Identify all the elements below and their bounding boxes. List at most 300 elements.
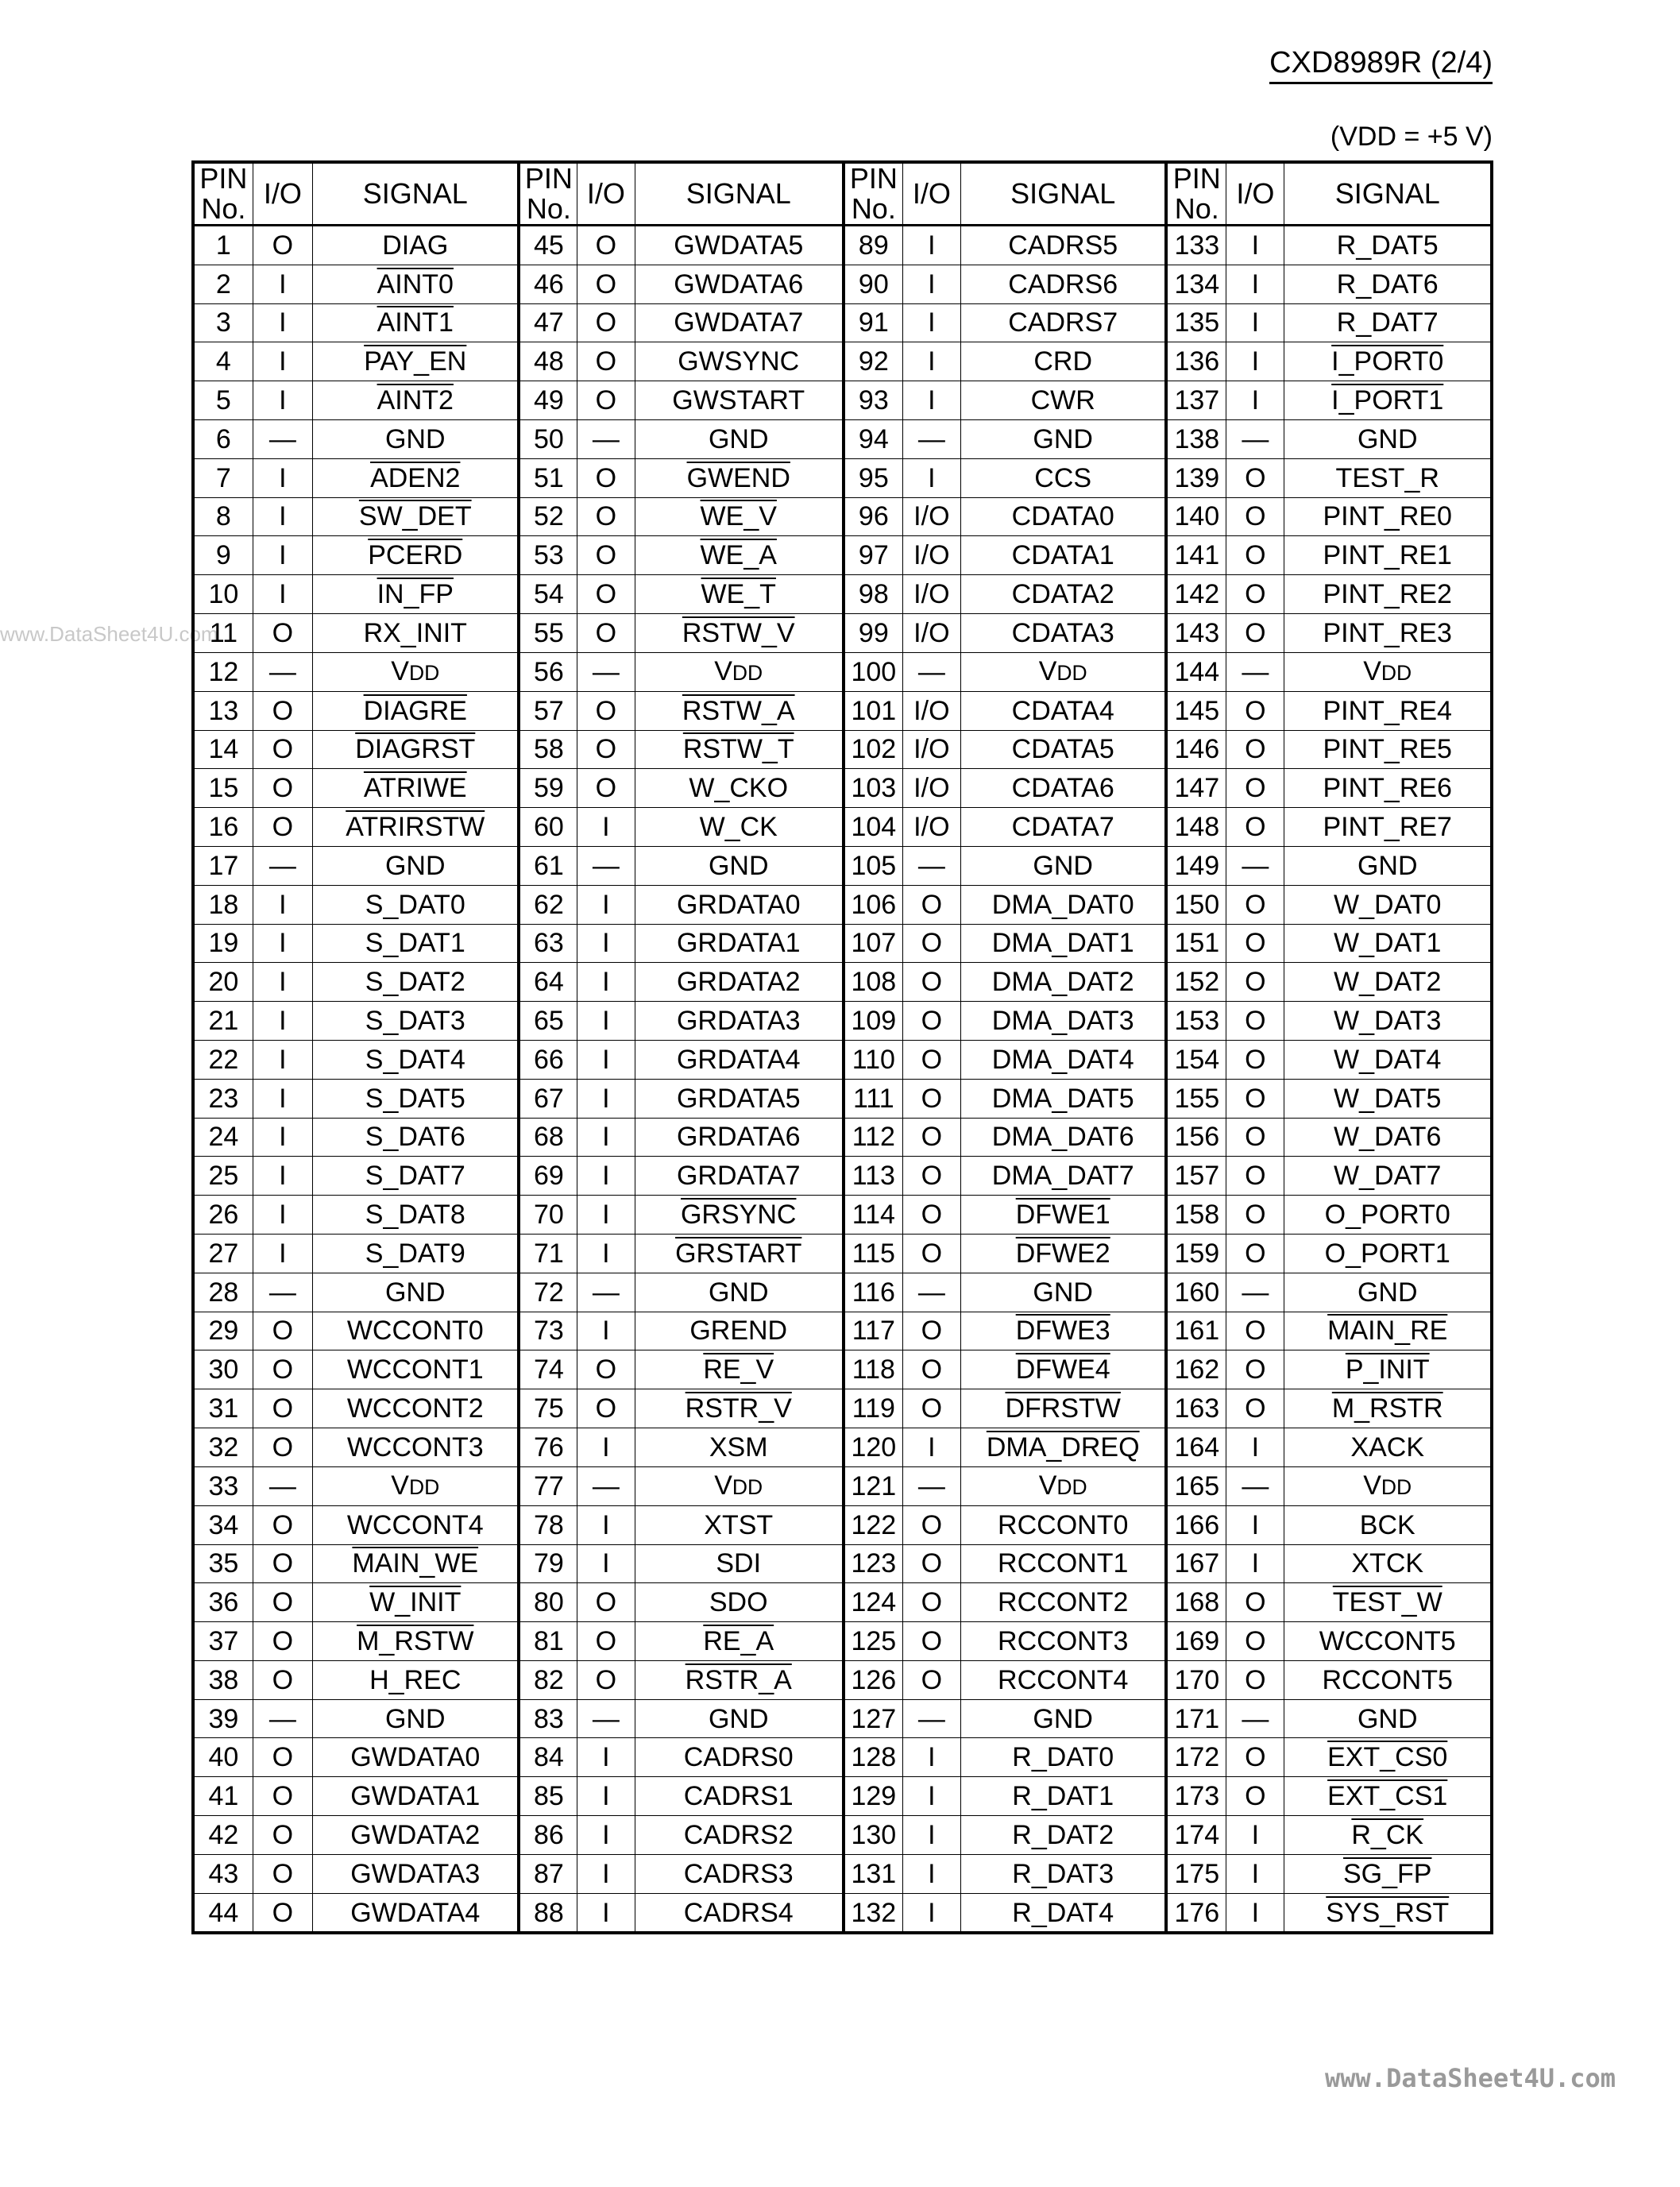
- io-direction: I: [253, 265, 312, 303]
- io-direction: I: [577, 1544, 635, 1583]
- signal-name: DIAGRST: [313, 730, 519, 769]
- pin-no-header: PIN No.: [519, 162, 577, 226]
- signal-name: VDD: [1284, 652, 1492, 691]
- table-row: [193, 613, 1492, 652]
- pin-number: 64: [519, 963, 577, 1002]
- signal-name: SG_FP: [1284, 1854, 1492, 1893]
- signal-name: DFWE3: [960, 1312, 1166, 1350]
- io-direction: —: [253, 652, 312, 691]
- signal-name: GRSYNC: [635, 1196, 844, 1235]
- io-direction: I/O: [902, 730, 960, 769]
- signal-name: W_DAT1: [1284, 924, 1492, 963]
- io-direction: O: [1226, 497, 1284, 536]
- pin-number: 87: [519, 1854, 577, 1893]
- signal-header: SIGNAL: [1284, 162, 1492, 226]
- io-direction: —: [253, 419, 312, 458]
- io-direction: O: [1226, 1234, 1284, 1273]
- pin-number: 55: [519, 613, 577, 652]
- signal-name: M_RSTW: [313, 1622, 519, 1661]
- io-direction: I: [577, 1505, 635, 1544]
- io-direction: O: [1226, 458, 1284, 497]
- signal-name: PAY_EN: [313, 342, 519, 381]
- pin-number: 16: [193, 808, 253, 847]
- signal-name: CDATA5: [960, 730, 1166, 769]
- signal-name: PINT_RE5: [1284, 730, 1492, 769]
- signal-name: XACK: [1284, 1428, 1492, 1466]
- signal-name: GRDATA1: [635, 924, 844, 963]
- pin-number: 74: [519, 1350, 577, 1389]
- pin-number: 70: [519, 1196, 577, 1235]
- signal-name: GND: [313, 1273, 519, 1312]
- io-direction: I/O: [902, 497, 960, 536]
- io-direction: O: [1226, 885, 1284, 924]
- pin-number: 172: [1166, 1738, 1226, 1777]
- io-direction: O: [253, 1854, 312, 1893]
- signal-name: GND: [313, 419, 519, 458]
- pin-number: 161: [1166, 1312, 1226, 1350]
- signal-name: S_DAT8: [313, 1196, 519, 1235]
- io-direction: O: [902, 1157, 960, 1196]
- io-direction: —: [253, 1699, 312, 1738]
- signal-name: DIAG: [313, 226, 519, 265]
- io-direction: I: [1226, 342, 1284, 381]
- signal-name: GND: [313, 846, 519, 885]
- io-direction: —: [1226, 1699, 1284, 1738]
- io-direction: O: [1226, 536, 1284, 575]
- pin-number: 118: [844, 1350, 902, 1389]
- io-direction: O: [1226, 1350, 1284, 1389]
- watermark-left: www.DataSheet4U.com: [0, 622, 218, 646]
- pin-number: 105: [844, 846, 902, 885]
- pin-number: 104: [844, 808, 902, 847]
- table-row: [193, 730, 1492, 769]
- pin-number: 67: [519, 1079, 577, 1118]
- io-direction: O: [902, 1002, 960, 1041]
- pin-number: 127: [844, 1699, 902, 1738]
- table-row: [193, 1699, 1492, 1738]
- signal-name: O_PORT0: [1284, 1196, 1492, 1235]
- signal-name: GRDATA3: [635, 1002, 844, 1041]
- io-direction: O: [1226, 924, 1284, 963]
- pin-number: 46: [519, 265, 577, 303]
- signal-name: RCCONT3: [960, 1622, 1166, 1661]
- table-row: [193, 1040, 1492, 1079]
- signal-name: W_DAT6: [1284, 1118, 1492, 1157]
- pin-number: 100: [844, 652, 902, 691]
- io-direction: I: [253, 497, 312, 536]
- signal-name: WCCONT0: [313, 1312, 519, 1350]
- io-direction: O: [1226, 1002, 1284, 1041]
- pin-number: 153: [1166, 1002, 1226, 1041]
- signal-name: CADRS2: [635, 1816, 844, 1855]
- io-direction: O: [1226, 1118, 1284, 1157]
- pin-number: 15: [193, 769, 253, 808]
- io-direction: I/O: [902, 808, 960, 847]
- io-direction: O: [253, 1428, 312, 1466]
- pin-number: 19: [193, 924, 253, 963]
- signal-name: GWDATA6: [635, 265, 844, 303]
- io-direction: I: [253, 1079, 312, 1118]
- table-row: [193, 226, 1492, 265]
- io-direction: I: [253, 963, 312, 1002]
- io-direction: —: [1226, 846, 1284, 885]
- signal-name: GWSTART: [635, 381, 844, 420]
- io-direction: O: [253, 1777, 312, 1816]
- pin-number: 11: [193, 613, 253, 652]
- pin-number: 112: [844, 1118, 902, 1157]
- pin-number: 95: [844, 458, 902, 497]
- signal-name: CADRS6: [960, 265, 1166, 303]
- pin-number: 96: [844, 497, 902, 536]
- pin-number: 167: [1166, 1544, 1226, 1583]
- pin-number: 17: [193, 846, 253, 885]
- pin-number: 31: [193, 1389, 253, 1428]
- signal-name: GND: [635, 1273, 844, 1312]
- pin-number: 107: [844, 924, 902, 963]
- pin-number: 44: [193, 1893, 253, 1933]
- pin-number: 6: [193, 419, 253, 458]
- pin-number: 149: [1166, 846, 1226, 885]
- signal-name: RSTR_V: [635, 1389, 844, 1428]
- pin-number: 164: [1166, 1428, 1226, 1466]
- pin-number: 155: [1166, 1079, 1226, 1118]
- table-row: [193, 1157, 1492, 1196]
- signal-name: GND: [635, 1699, 844, 1738]
- io-direction: I: [1226, 303, 1284, 342]
- table-row: [193, 1738, 1492, 1777]
- io-direction: O: [902, 1079, 960, 1118]
- signal-name: TEST_R: [1284, 458, 1492, 497]
- signal-name: S_DAT3: [313, 1002, 519, 1041]
- io-direction: O: [577, 1389, 635, 1428]
- io-direction: I: [253, 458, 312, 497]
- io-direction: O: [253, 1893, 312, 1933]
- pin-number: 43: [193, 1854, 253, 1893]
- signal-name: XTST: [635, 1505, 844, 1544]
- table-row: [193, 1273, 1492, 1312]
- signal-name: SW_DET: [313, 497, 519, 536]
- io-direction: O: [1226, 1738, 1284, 1777]
- io-direction: I: [902, 381, 960, 420]
- io-direction: I: [577, 963, 635, 1002]
- pin-number: 160: [1166, 1273, 1226, 1312]
- pin-number: 113: [844, 1157, 902, 1196]
- pin-number: 58: [519, 730, 577, 769]
- io-direction: O: [577, 1350, 635, 1389]
- signal-name: MAIN_RE: [1284, 1312, 1492, 1350]
- io-direction: O: [902, 924, 960, 963]
- io-direction: O: [577, 536, 635, 575]
- io-direction: O: [577, 458, 635, 497]
- signal-name: PINT_RE7: [1284, 808, 1492, 847]
- pin-number: 62: [519, 885, 577, 924]
- io-direction: O: [253, 1622, 312, 1661]
- io-direction: I: [577, 1428, 635, 1466]
- io-direction: O: [577, 691, 635, 730]
- io-direction: I: [1226, 1505, 1284, 1544]
- pin-number: 152: [1166, 963, 1226, 1002]
- pin-number: 140: [1166, 497, 1226, 536]
- pin-number: 81: [519, 1622, 577, 1661]
- table-row: [193, 1389, 1492, 1428]
- signal-name: DMA_DAT1: [960, 924, 1166, 963]
- signal-name: VDD: [635, 1466, 844, 1505]
- pin-number: 141: [1166, 536, 1226, 575]
- signal-name: CWR: [960, 381, 1166, 420]
- table-row: [193, 458, 1492, 497]
- signal-name: AINT2: [313, 381, 519, 420]
- io-direction: I: [577, 1893, 635, 1933]
- pin-number: 77: [519, 1466, 577, 1505]
- signal-name: PINT_RE3: [1284, 613, 1492, 652]
- pin-number: 75: [519, 1389, 577, 1428]
- pin-number: 39: [193, 1699, 253, 1738]
- signal-name: RSTR_A: [635, 1660, 844, 1699]
- pin-number: 97: [844, 536, 902, 575]
- table-row: [193, 1622, 1492, 1661]
- io-direction: I: [253, 1040, 312, 1079]
- pin-number: 50: [519, 419, 577, 458]
- pin-number: 159: [1166, 1234, 1226, 1273]
- io-direction: I/O: [902, 769, 960, 808]
- pin-number: 176: [1166, 1893, 1226, 1933]
- signal-name: WCCONT3: [313, 1428, 519, 1466]
- table-row: [193, 342, 1492, 381]
- signal-name: GRDATA7: [635, 1157, 844, 1196]
- io-direction: O: [577, 613, 635, 652]
- pin-number: 135: [1166, 303, 1226, 342]
- io-direction: I: [253, 575, 312, 614]
- io-direction: O: [902, 1544, 960, 1583]
- pin-number: 91: [844, 303, 902, 342]
- signal-name: RSTW_T: [635, 730, 844, 769]
- io-direction: I: [253, 303, 312, 342]
- pin-number: 138: [1166, 419, 1226, 458]
- io-direction: I: [902, 1777, 960, 1816]
- pin-number: 98: [844, 575, 902, 614]
- pin-number: 23: [193, 1079, 253, 1118]
- io-direction: I: [577, 1157, 635, 1196]
- pin-number: 12: [193, 652, 253, 691]
- signal-name: VDD: [1284, 1466, 1492, 1505]
- pin-number: 14: [193, 730, 253, 769]
- signal-name: PINT_RE6: [1284, 769, 1492, 808]
- signal-name: RCCONT1: [960, 1544, 1166, 1583]
- pin-number: 38: [193, 1660, 253, 1699]
- pin-number: 132: [844, 1893, 902, 1933]
- pin-number: 93: [844, 381, 902, 420]
- signal-name: W_CKO: [635, 769, 844, 808]
- signal-name: XTCK: [1284, 1544, 1492, 1583]
- table-row: [193, 846, 1492, 885]
- signal-name: W_DAT4: [1284, 1040, 1492, 1079]
- pin-number: 156: [1166, 1118, 1226, 1157]
- signal-name: DMA_DREQ: [960, 1428, 1166, 1466]
- pin-number: 89: [844, 226, 902, 265]
- pin-number: 139: [1166, 458, 1226, 497]
- document-title: CXD8989R (2/4): [1269, 46, 1493, 84]
- signal-name: SDI: [635, 1544, 844, 1583]
- signal-name: I_PORT0: [1284, 342, 1492, 381]
- pin-number: 117: [844, 1312, 902, 1350]
- io-direction: O: [253, 226, 312, 265]
- signal-name: DMA_DAT5: [960, 1079, 1166, 1118]
- signal-name: CADRS5: [960, 226, 1166, 265]
- io-direction: I: [577, 1040, 635, 1079]
- signal-name: S_DAT4: [313, 1040, 519, 1079]
- pin-number: 103: [844, 769, 902, 808]
- signal-name: GND: [635, 846, 844, 885]
- io-direction: O: [577, 1622, 635, 1661]
- signal-name: WCCONT5: [1284, 1622, 1492, 1661]
- pin-number: 163: [1166, 1389, 1226, 1428]
- signal-name: RCCONT2: [960, 1583, 1166, 1622]
- pin-number: 154: [1166, 1040, 1226, 1079]
- io-direction: —: [902, 1699, 960, 1738]
- signal-name: WCCONT4: [313, 1505, 519, 1544]
- signal-name: PINT_RE1: [1284, 536, 1492, 575]
- signal-name: DFWE1: [960, 1196, 1166, 1235]
- signal-name: VDD: [313, 1466, 519, 1505]
- io-direction: I: [253, 885, 312, 924]
- pin-number: 116: [844, 1273, 902, 1312]
- io-direction: I: [1226, 1854, 1284, 1893]
- pin-number: 51: [519, 458, 577, 497]
- pin-number: 111: [844, 1079, 902, 1118]
- io-direction: I: [577, 1234, 635, 1273]
- signal-name: AINT0: [313, 265, 519, 303]
- io-direction: I/O: [902, 613, 960, 652]
- pin-number: 115: [844, 1234, 902, 1273]
- signal-name: DFWE2: [960, 1234, 1166, 1273]
- io-direction: O: [1226, 1196, 1284, 1235]
- io-direction: I: [577, 1079, 635, 1118]
- signal-name: PCERD: [313, 536, 519, 575]
- io-direction: O: [253, 1738, 312, 1777]
- pin-number: 119: [844, 1389, 902, 1428]
- pin-number: 40: [193, 1738, 253, 1777]
- pin-number: 108: [844, 963, 902, 1002]
- io-direction: I: [577, 1118, 635, 1157]
- signal-name: W_DAT7: [1284, 1157, 1492, 1196]
- pin-number: 56: [519, 652, 577, 691]
- io-direction: O: [577, 1583, 635, 1622]
- pin-number: 137: [1166, 381, 1226, 420]
- signal-name: R_DAT3: [960, 1854, 1166, 1893]
- signal-name: CADRS3: [635, 1854, 844, 1893]
- signal-name: CADRS7: [960, 303, 1166, 342]
- signal-name: R_DAT0: [960, 1738, 1166, 1777]
- pin-number: 33: [193, 1466, 253, 1505]
- signal-name: GWDATA1: [313, 1777, 519, 1816]
- signal-name: GWDATA5: [635, 226, 844, 265]
- signal-name: R_CK: [1284, 1816, 1492, 1855]
- io-direction: O: [1226, 963, 1284, 1002]
- io-direction: —: [902, 846, 960, 885]
- pin-number: 133: [1166, 226, 1226, 265]
- pin-number: 1: [193, 226, 253, 265]
- pin-assignment-table: [191, 160, 1493, 1934]
- signal-name: S_DAT9: [313, 1234, 519, 1273]
- table-row: [193, 1816, 1492, 1855]
- pin-no-header: PIN No.: [193, 162, 253, 226]
- signal-name: CADRS0: [635, 1738, 844, 1777]
- pin-number: 57: [519, 691, 577, 730]
- io-direction: I: [577, 1777, 635, 1816]
- table-row: [193, 1777, 1492, 1816]
- pin-number: 80: [519, 1583, 577, 1622]
- pin-number: 59: [519, 769, 577, 808]
- pin-number: 18: [193, 885, 253, 924]
- pin-number: 129: [844, 1777, 902, 1816]
- signal-name: ATRIWE: [313, 769, 519, 808]
- io-direction: —: [577, 846, 635, 885]
- pin-number: 147: [1166, 769, 1226, 808]
- table-row: [193, 1002, 1492, 1041]
- pin-number: 65: [519, 1002, 577, 1041]
- io-direction: I: [253, 1002, 312, 1041]
- signal-name: I_PORT1: [1284, 381, 1492, 420]
- io-direction: O: [1226, 1157, 1284, 1196]
- io-direction: —: [902, 1466, 960, 1505]
- pin-number: 166: [1166, 1505, 1226, 1544]
- io-direction: I: [1226, 265, 1284, 303]
- signal-name: PINT_RE4: [1284, 691, 1492, 730]
- signal-name: AINT1: [313, 303, 519, 342]
- signal-name: RE_V: [635, 1350, 844, 1389]
- pin-no-header: PIN No.: [1166, 162, 1226, 226]
- pin-number: 60: [519, 808, 577, 847]
- supply-condition: (VDD = +5 V): [1330, 122, 1493, 152]
- io-direction: O: [902, 963, 960, 1002]
- io-direction: I: [902, 1854, 960, 1893]
- signal-name: GWDATA3: [313, 1854, 519, 1893]
- pin-number: 10: [193, 575, 253, 614]
- pin-number: 66: [519, 1040, 577, 1079]
- io-direction: O: [902, 1118, 960, 1157]
- table-row: [193, 1079, 1492, 1118]
- signal-name: S_DAT6: [313, 1118, 519, 1157]
- signal-name: S_DAT1: [313, 924, 519, 963]
- io-direction: O: [253, 1583, 312, 1622]
- pin-number: 157: [1166, 1157, 1226, 1196]
- signal-name: DFRSTW: [960, 1389, 1166, 1428]
- pin-no-header: PIN No.: [844, 162, 902, 226]
- pin-number: 174: [1166, 1816, 1226, 1855]
- pin-number: 37: [193, 1622, 253, 1661]
- io-direction: I: [577, 1196, 635, 1235]
- pin-number: 25: [193, 1157, 253, 1196]
- io-direction: O: [253, 769, 312, 808]
- table-row: [193, 1854, 1492, 1893]
- signal-name: R_DAT7: [1284, 303, 1492, 342]
- signal-name: SDO: [635, 1583, 844, 1622]
- signal-name: CDATA1: [960, 536, 1166, 575]
- pin-number: 42: [193, 1816, 253, 1855]
- pin-number: 72: [519, 1273, 577, 1312]
- signal-name: GRSTART: [635, 1234, 844, 1273]
- io-direction: O: [1226, 1040, 1284, 1079]
- table-row: [193, 497, 1492, 536]
- signal-name: S_DAT7: [313, 1157, 519, 1196]
- signal-name: GREND: [635, 1312, 844, 1350]
- signal-name: RSTW_A: [635, 691, 844, 730]
- signal-name: S_DAT0: [313, 885, 519, 924]
- signal-name: WE_T: [635, 575, 844, 614]
- signal-name: VDD: [960, 1466, 1166, 1505]
- io-direction: I/O: [902, 691, 960, 730]
- io-direction: O: [902, 1234, 960, 1273]
